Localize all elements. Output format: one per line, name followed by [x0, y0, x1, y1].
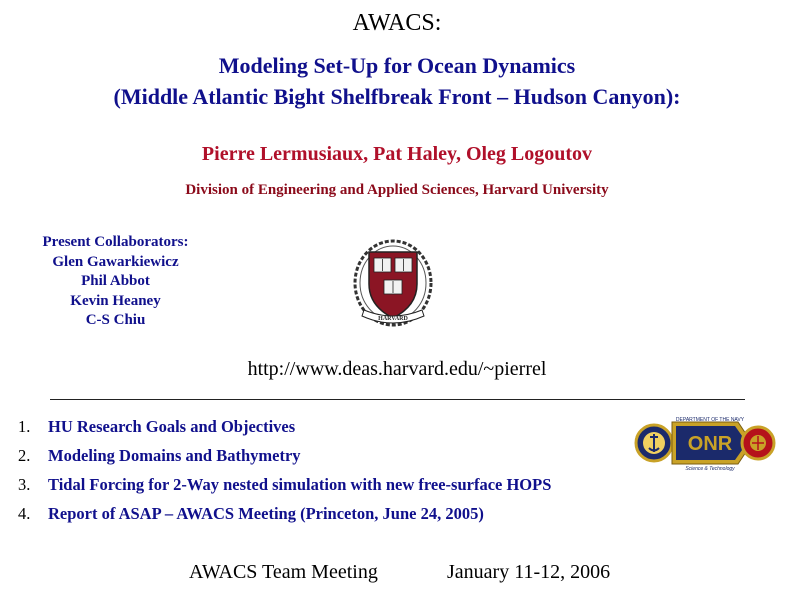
agenda-number: 3.	[18, 475, 31, 494]
agenda-number: 4.	[18, 504, 31, 523]
agenda-item	[18, 504, 551, 533]
affiliation: Division of Engineering and Applied Sciences, Harvard University	[185, 182, 609, 198]
agenda-item	[18, 446, 551, 475]
collaborator-name: Phil Abbot	[81, 273, 150, 289]
website-link[interactable]: http://www.deas.harvard.edu/~pierrel	[247, 358, 547, 380]
onr-logo-graphic	[634, 414, 776, 472]
agenda-number: 1.	[18, 417, 31, 436]
agenda-text: Report of ASAP – AWACS Meeting (Princeton, June 24, 2005)	[48, 504, 484, 523]
slide-subtitle	[0, 50, 794, 112]
subtitle-line-1: Modeling Set-Up for Ocean Dynamics	[218, 53, 576, 78]
onr-letters: ONR	[687, 433, 733, 455]
collaborators-block	[28, 233, 203, 331]
onr-ring-text-2: Science & Technology	[685, 466, 735, 472]
agenda-text: Tidal Forcing for 2-Way nested simulation with new free-surface HOPS	[48, 475, 552, 494]
agenda-list	[18, 417, 551, 533]
onr-ring-text: DEPARTMENT OF THE NAVY	[675, 417, 745, 423]
collaborator-name: Kevin Heaney	[70, 292, 161, 309]
agenda-text: HU Research Goals and Objectives	[48, 417, 296, 436]
subtitle-line-2: (Middle Atlantic Bight Shelfbreak Front – Hudson Canyon):	[113, 84, 681, 109]
harvard-seal-graphic	[352, 238, 434, 330]
collaborator-name: Glen Gawarkiewicz	[52, 253, 179, 270]
collaborator-name: C-S Chiu	[85, 312, 146, 328]
agenda-item	[18, 417, 551, 446]
agenda-text: Modeling Domains and Bathymetry	[48, 446, 301, 465]
footer-date: January 11-12, 2006	[447, 561, 611, 583]
collaborators-heading: Present Collaborators:	[42, 234, 189, 250]
divider	[50, 399, 745, 400]
onr-logo-icon	[634, 414, 776, 472]
seal-text: HARVARD	[378, 316, 408, 322]
agenda-number: 2.	[18, 446, 31, 465]
slide-title: AWACS:	[352, 10, 442, 36]
footer-event: AWACS Team Meeting	[189, 561, 378, 583]
authors: Pierre Lermusiaux, Pat Haley, Oleg Logoutov	[201, 143, 593, 165]
harvard-seal-icon	[352, 238, 434, 330]
agenda-item	[18, 475, 551, 504]
